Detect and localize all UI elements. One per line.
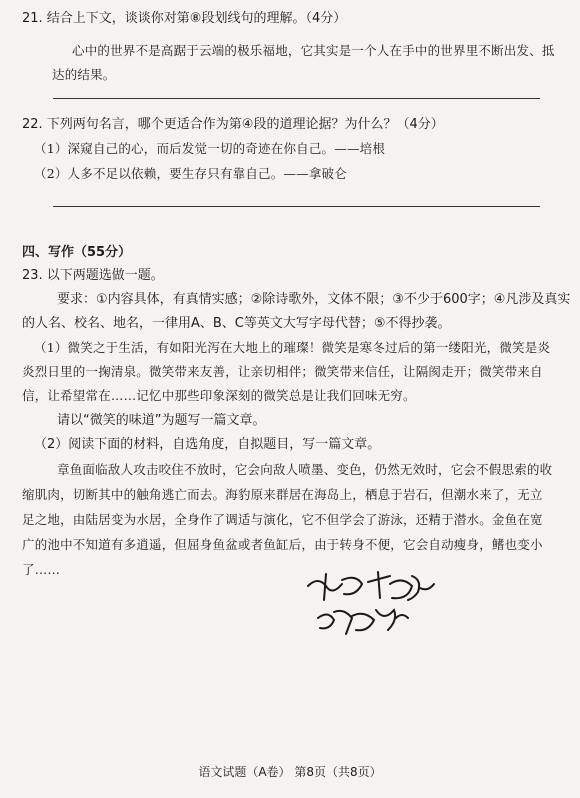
q21-quote-line2: 达的结果。 [52,67,116,82]
prompt2-line4: 广的池中不知道有多逍遥，但屈身鱼盆或者鱼缸后，由于转身不便，它会自动瘦身，鳍也变小 [22,537,543,552]
prompt2-line1: 章鱼面临敌人攻击咬住不放时，它会向敌人喷墨、变色，仍然无效时，它会不假思索的收 [57,462,553,477]
prompt1-task: 请以“微笑的味道”为题写一篇文章。 [57,413,266,428]
q22-option-1: （1）深窥自己的心，而后发觉一切的奇迹在你自己。——培根 [34,141,386,156]
prompt2-stem: （2）阅读下面的材料，自选角度，自拟题目，写一篇文章。 [34,437,381,452]
q22-answer-line [53,206,540,207]
q22-stem: 22. 下列两句名言，哪个更适合作为第④段的道理论据？为什么？（4分） [22,117,444,132]
q21-stem: 21. 结合上下文，谈谈你对第⑧段划线句的理解。（4分） [22,11,347,26]
q21-quote-line1: 心中的世界不是高踞于云端的极乐福地，它其实是一个人在手中的世界里不断出发、抵 [72,43,555,58]
prompt1-line3: 信，让希望常在……记忆中那些印象深刻的微笑总是让我们回味无穷。 [22,388,416,403]
q21-answer-line [53,98,540,99]
requirements-line2: 的人名、校名、地名，一律用A、B、C等英文大写字母代替；⑤不得抄袭。 [22,316,451,331]
prompt2-line2: 缩肌肉，切断其中的触角逃亡而去。海豹原来群居在海岛上，栖息于岩石，但潮水来了，无立 [22,487,543,502]
handwritten-signature [290,560,450,650]
prompt2-line3: 足之地，由陆居变为水居，全身作了调适与演化，它不但学会了游泳，还精于潜水。金鱼在宽 [22,512,543,527]
page-footer: 语文试题（A卷） 第8页（共8页） [198,765,382,779]
prompt2-line5: 了…… [22,562,61,577]
requirements-line1: 要求：①内容具体，有真情实感；②除诗歌外，文体不限；③不少于600字；④凡涉及真实 [57,292,571,307]
prompt1-line1: （1）微笑之于生活，有如阳光泻在大地上的璀璨！微笑是寒冬过后的第一缕阳光，微笑是炎 [34,340,551,355]
q23-stem: 23. 以下两题选做一题。 [22,268,164,283]
prompt1-line2: 炎烈日里的一掬清泉。微笑带来友善，让亲切相伴；微笑带来信任，让隔阂走开；微笑带来自 [22,364,543,379]
section-heading-writing: 四、写作（55分） [22,245,132,260]
q22-option-2: （2）人多不足以依赖，要生存只有靠自己。——拿破仑 [34,166,347,181]
